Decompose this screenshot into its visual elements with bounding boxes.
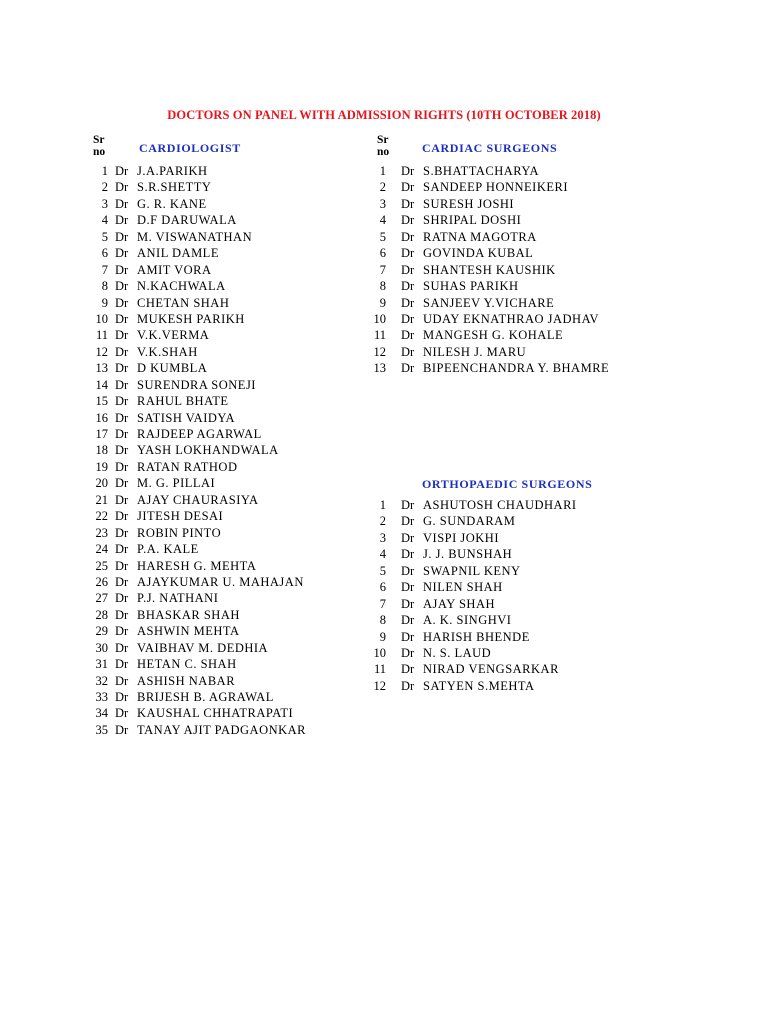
list-item	[84, 525, 374, 541]
cardiac-surgeons-list	[364, 163, 664, 377]
title-prefix: Dr	[401, 295, 415, 310]
serial-number: 20	[95, 476, 108, 491]
title-prefix: Dr	[115, 344, 129, 359]
list-item	[84, 607, 374, 623]
serial-number: 11	[373, 328, 386, 343]
serial-number: 18	[95, 443, 108, 458]
doctor-name: RAHUL BHATE	[137, 394, 229, 409]
serial-number: 17	[95, 427, 108, 441]
doctor-name: SWAPNIL KENY	[423, 563, 521, 578]
list-item	[84, 196, 374, 212]
serial-number: 27	[95, 591, 108, 606]
list-item	[364, 179, 664, 195]
doctor-name: AJAY SHAH	[423, 596, 495, 611]
title-prefix: Dr	[115, 164, 129, 178]
title-prefix: Dr	[115, 394, 129, 409]
serial-number: 1	[379, 498, 386, 512]
doctor-name: RAJDEEP AGARWAL	[137, 427, 262, 441]
title-prefix: Dr	[401, 498, 415, 512]
title-prefix: Dr	[401, 361, 415, 376]
serial-number: 7	[379, 262, 386, 277]
doctor-name: M. G. PILLAI	[137, 476, 216, 491]
list-item	[364, 344, 664, 360]
doctor-name: NILESH J. MARU	[423, 344, 527, 359]
sr-no-label: Sr no	[377, 134, 390, 158]
title-prefix: Dr	[401, 645, 415, 660]
list-item	[84, 295, 374, 311]
cardiologist-section	[84, 130, 374, 738]
serial-number: 13	[95, 361, 108, 376]
sr-no-label: Sr no	[93, 134, 106, 158]
orthopaedic-surgeons-heading: ORTHOPAEDIC SURGEONS	[422, 477, 593, 491]
list-item	[84, 459, 374, 475]
doctor-name: MUKESH PARIKH	[137, 311, 245, 326]
doctor-name: NILEN SHAH	[423, 580, 503, 595]
doctor-name: D.F DARUWALA	[137, 213, 237, 228]
list-item	[364, 530, 664, 546]
serial-number: 12	[95, 344, 108, 359]
serial-number: 4	[379, 213, 386, 228]
title-prefix: Dr	[401, 213, 415, 228]
list-item	[84, 245, 374, 261]
title-prefix: Dr	[115, 542, 129, 557]
cardiologist-heading: CARDIOLOGIST	[139, 141, 241, 155]
list-item	[364, 629, 664, 645]
serial-number: 3	[101, 196, 108, 211]
list-item	[84, 278, 374, 294]
serial-number: 7	[101, 262, 108, 277]
list-item	[364, 278, 664, 294]
list-item	[84, 656, 374, 672]
list-item	[364, 661, 664, 677]
list-item	[84, 262, 374, 278]
doctor-name: YASH LOKHANDWALA	[137, 443, 279, 458]
list-item	[84, 360, 374, 376]
serial-number: 21	[95, 492, 108, 507]
title-prefix: Dr	[115, 607, 129, 622]
orthopaedic-surgeons-section	[364, 476, 664, 694]
serial-number: 25	[95, 558, 108, 573]
list-item	[364, 262, 664, 278]
list-item	[84, 410, 374, 426]
doctor-name: HETAN C. SHAH	[137, 657, 237, 672]
serial-number: 11	[373, 662, 386, 677]
doctor-name: MANGESH G. KOHALE	[423, 328, 564, 343]
serial-number: 34	[95, 706, 108, 721]
list-item	[84, 722, 374, 738]
doctor-name: P.A. KALE	[137, 542, 199, 557]
doctor-name: BRIJESH B. AGRAWAL	[137, 690, 274, 704]
doctor-name: BIPEENCHANDRA Y. BHAMRE	[423, 361, 610, 376]
title-prefix: Dr	[401, 262, 415, 277]
serial-number: 30	[95, 640, 108, 655]
list-item	[364, 311, 664, 327]
title-prefix: Dr	[115, 196, 129, 211]
title-prefix: Dr	[115, 295, 129, 310]
doctor-name: UDAY EKNATHRAO JADHAV	[423, 311, 600, 326]
cardiologist-header	[84, 130, 374, 163]
list-item	[364, 645, 664, 661]
serial-number: 2	[379, 180, 386, 195]
title-prefix: Dr	[401, 613, 415, 628]
doctor-name: VAIBHAV M. DEDHIA	[137, 640, 269, 655]
title-prefix: Dr	[115, 640, 129, 655]
doctor-name: SUHAS PARIKH	[423, 279, 519, 294]
doctor-name: G. R. KANE	[137, 196, 207, 211]
cardiac-surgeons-header	[364, 130, 664, 163]
title-prefix: Dr	[401, 311, 415, 326]
doctor-name: JITESH DESAI	[137, 509, 224, 524]
list-item	[364, 612, 664, 628]
serial-number: 8	[101, 279, 108, 294]
title-prefix: Dr	[115, 311, 129, 326]
doctor-name: BHASKAR SHAH	[137, 607, 240, 622]
title-prefix: Dr	[115, 459, 129, 474]
list-item	[364, 513, 664, 529]
serial-number: 28	[95, 607, 108, 622]
title-prefix: Dr	[115, 706, 129, 721]
doctor-name: SURESH JOSHI	[423, 196, 515, 211]
title-prefix: Dr	[115, 279, 129, 294]
serial-number: 9	[379, 295, 386, 310]
serial-number: 12	[373, 344, 386, 359]
serial-number: 6	[101, 246, 108, 261]
list-item	[84, 393, 374, 409]
title-prefix: Dr	[115, 262, 129, 277]
list-item	[364, 295, 664, 311]
doctor-name: G. SUNDARAM	[423, 514, 516, 529]
serial-number: 5	[379, 563, 386, 578]
title-prefix: Dr	[401, 629, 415, 644]
doctor-name: CHETAN SHAH	[137, 295, 230, 310]
title-prefix: Dr	[401, 164, 415, 178]
title-prefix: Dr	[401, 678, 415, 693]
cardiologist-list	[84, 163, 374, 738]
doctor-name: P.J. NATHANI	[137, 591, 219, 606]
serial-number: 15	[95, 394, 108, 409]
list-item	[364, 245, 664, 261]
doctor-name: SATYEN S.MEHTA	[423, 678, 535, 693]
serial-number: 23	[95, 525, 108, 540]
doctor-name: SATISH VAIDYA	[137, 410, 236, 425]
serial-number: 8	[379, 613, 386, 628]
doctor-name: D KUMBLA	[137, 361, 208, 376]
list-item	[364, 579, 664, 595]
doctor-name: ASHUTOSH CHAUDHARI	[423, 498, 577, 512]
serial-number: 5	[379, 229, 386, 244]
cardiac-surgeons-section	[364, 130, 664, 377]
doctor-name: ROBIN PINTO	[137, 525, 222, 540]
doctor-name: M. VISWANATHAN	[137, 229, 253, 244]
serial-number: 14	[95, 377, 108, 392]
doctor-name: GOVINDA KUBAL	[423, 246, 534, 261]
doctor-name: RATNA MAGOTRA	[423, 229, 537, 244]
doctor-name: VISPI JOKHI	[423, 530, 499, 545]
list-item	[84, 311, 374, 327]
doctor-name: AJAY CHAURASIYA	[137, 492, 259, 507]
list-item	[364, 196, 664, 212]
list-item	[84, 179, 374, 195]
title-prefix: Dr	[401, 279, 415, 294]
serial-number: 35	[95, 722, 108, 737]
title-prefix: Dr	[401, 580, 415, 595]
serial-number: 4	[379, 547, 386, 562]
serial-number: 8	[379, 279, 386, 294]
list-item	[364, 229, 664, 245]
title-prefix: Dr	[401, 514, 415, 529]
doctor-name: ASHWIN MEHTA	[137, 624, 240, 639]
list-item	[84, 163, 374, 179]
title-prefix: Dr	[115, 673, 129, 688]
orthopaedic-surgeons-list	[364, 497, 664, 694]
serial-number: 6	[379, 246, 386, 261]
list-item	[364, 360, 664, 376]
list-item	[84, 705, 374, 721]
title-prefix: Dr	[115, 443, 129, 458]
serial-number: 22	[95, 509, 108, 524]
doctor-name: J. J. BUNSHAH	[423, 547, 513, 562]
serial-number: 10	[373, 311, 386, 326]
list-item	[364, 163, 664, 179]
serial-number: 9	[101, 295, 108, 310]
serial-number: 29	[95, 624, 108, 639]
serial-number: 3	[379, 196, 386, 211]
title-prefix: Dr	[115, 361, 129, 376]
list-item	[84, 475, 374, 491]
list-item	[84, 558, 374, 574]
list-item	[364, 497, 664, 513]
title-prefix: Dr	[401, 547, 415, 562]
title-prefix: Dr	[115, 509, 129, 524]
list-item	[364, 678, 664, 694]
doctor-name: SHANTESH KAUSHIK	[423, 262, 556, 277]
doctor-name: TANAY AJIT PADGAONKAR	[137, 722, 307, 737]
title-prefix: Dr	[401, 229, 415, 244]
doctor-name: SURENDRA SONEJI	[137, 377, 256, 392]
list-item	[364, 596, 664, 612]
list-item	[84, 212, 374, 228]
serial-number: 33	[95, 690, 108, 704]
title-prefix: Dr	[401, 246, 415, 261]
doctor-name: SANJEEV Y.VICHARE	[423, 295, 555, 310]
serial-number: 10	[95, 311, 108, 326]
serial-number: 31	[95, 657, 108, 672]
serial-number: 2	[101, 180, 108, 195]
title-prefix: Dr	[115, 213, 129, 228]
serial-number: 26	[95, 574, 108, 589]
list-item	[84, 689, 374, 705]
title-prefix: Dr	[401, 530, 415, 545]
title-prefix: Dr	[401, 596, 415, 611]
title-prefix: Dr	[115, 722, 129, 737]
list-item	[84, 640, 374, 656]
list-item	[364, 327, 664, 343]
list-item	[84, 229, 374, 245]
list-item	[84, 492, 374, 508]
list-item	[364, 546, 664, 562]
serial-number: 5	[101, 229, 108, 244]
doctor-name: N.KACHWALA	[137, 279, 226, 294]
title-prefix: Dr	[115, 180, 129, 195]
list-item	[84, 574, 374, 590]
list-item	[84, 327, 374, 343]
title-prefix: Dr	[115, 476, 129, 491]
list-item	[84, 377, 374, 393]
serial-number: 10	[373, 645, 386, 660]
list-item	[364, 563, 664, 579]
doctor-name: S.R.SHETTY	[137, 180, 212, 195]
doctor-name: HARISH BHENDE	[423, 629, 530, 644]
title-prefix: Dr	[115, 525, 129, 540]
serial-number: 4	[101, 213, 108, 228]
serial-number: 19	[95, 459, 108, 474]
list-item	[84, 673, 374, 689]
title-prefix: Dr	[401, 563, 415, 578]
list-item	[84, 541, 374, 557]
title-prefix: Dr	[115, 574, 129, 589]
list-item	[84, 344, 374, 360]
serial-number: 2	[379, 514, 386, 529]
serial-number: 9	[379, 629, 386, 644]
doctor-name: N. S. LAUD	[423, 645, 492, 660]
list-item	[84, 426, 374, 442]
doctor-name: HARESH G. MEHTA	[137, 558, 257, 573]
doctor-name: RATAN RATHOD	[137, 459, 238, 474]
title-prefix: Dr	[115, 246, 129, 261]
doctor-name: KAUSHAL CHHATRAPATI	[137, 706, 294, 721]
title-prefix: Dr	[115, 328, 129, 343]
title-prefix: Dr	[115, 492, 129, 507]
serial-number: 6	[379, 580, 386, 595]
serial-number: 16	[95, 410, 108, 425]
title-prefix: Dr	[115, 377, 129, 392]
page-title: DOCTORS ON PANEL WITH ADMISSION RIGHTS (10TH OCTOBER 2018)	[167, 108, 601, 122]
title-prefix: Dr	[115, 657, 129, 672]
doctor-name: SANDEEP HONNEIKERI	[423, 180, 568, 195]
serial-number: 11	[95, 328, 108, 343]
serial-number: 3	[379, 530, 386, 545]
title-prefix: Dr	[401, 328, 415, 343]
doctor-name: V.K.SHAH	[137, 344, 198, 359]
title-prefix: Dr	[401, 344, 415, 359]
title-prefix: Dr	[401, 180, 415, 195]
list-item	[84, 623, 374, 639]
doctor-name: AMIT VORA	[137, 262, 212, 277]
list-item	[84, 442, 374, 458]
serial-number: 32	[95, 673, 108, 688]
doctor-name: SHRIPAL DOSHI	[423, 213, 522, 228]
title-prefix: Dr	[401, 196, 415, 211]
serial-number: 12	[373, 678, 386, 693]
doctor-name: J.A.PARIKH	[137, 164, 208, 178]
serial-number: 1	[379, 164, 386, 178]
serial-number: 7	[379, 596, 386, 611]
doctor-name: NIRAD VENGSARKAR	[423, 662, 559, 677]
list-item	[364, 212, 664, 228]
cardiac-surgeons-heading: CARDIAC SURGEONS	[422, 141, 558, 155]
title-prefix: Dr	[115, 229, 129, 244]
title-prefix: Dr	[115, 558, 129, 573]
doctor-name: ASHISH NABAR	[137, 673, 236, 688]
list-item	[84, 590, 374, 606]
serial-number: 13	[373, 361, 386, 376]
title-prefix: Dr	[401, 662, 415, 677]
doctor-name: A. K. SINGHVI	[423, 613, 512, 628]
doctor-name: V.K.VERMA	[137, 328, 210, 343]
serial-number: 24	[95, 542, 108, 557]
doctor-name: ANIL DAMLE	[137, 246, 219, 261]
title-prefix: Dr	[115, 624, 129, 639]
title-prefix: Dr	[115, 690, 129, 704]
list-item	[84, 508, 374, 524]
title-prefix: Dr	[115, 427, 129, 441]
doctor-name: AJAYKUMAR U. MAHAJAN	[137, 574, 304, 589]
serial-number: 1	[101, 164, 108, 178]
doctor-name: S.BHATTACHARYA	[423, 164, 540, 178]
title-prefix: Dr	[115, 410, 129, 425]
title-prefix: Dr	[115, 591, 129, 606]
